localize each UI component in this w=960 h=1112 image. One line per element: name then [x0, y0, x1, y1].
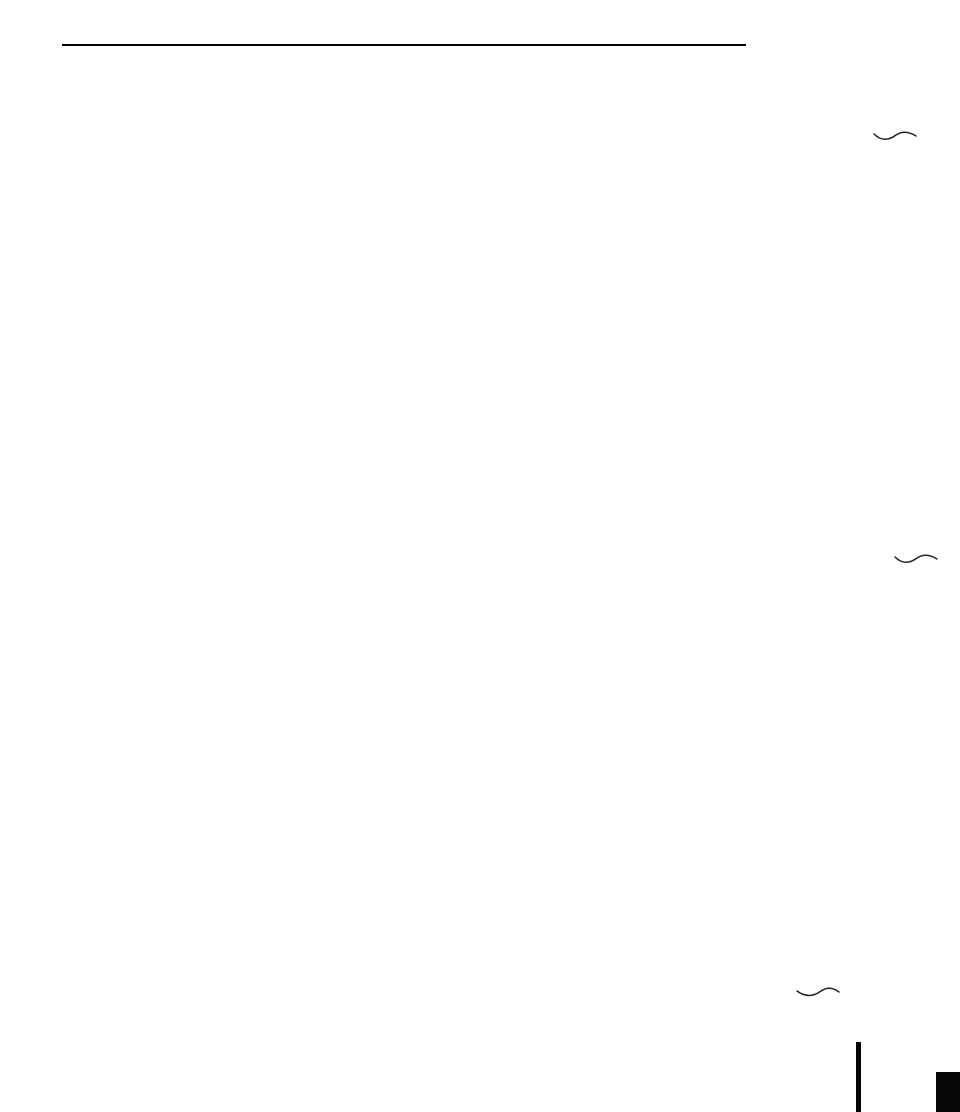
- page-curl-mark: [795, 981, 841, 1001]
- scan-corner-shadow: [936, 1072, 960, 1112]
- page-curl-mark: [893, 549, 939, 569]
- page-curl-mark: [872, 126, 918, 146]
- scan-edge-bar: [856, 1042, 861, 1112]
- title-rule: [62, 44, 746, 46]
